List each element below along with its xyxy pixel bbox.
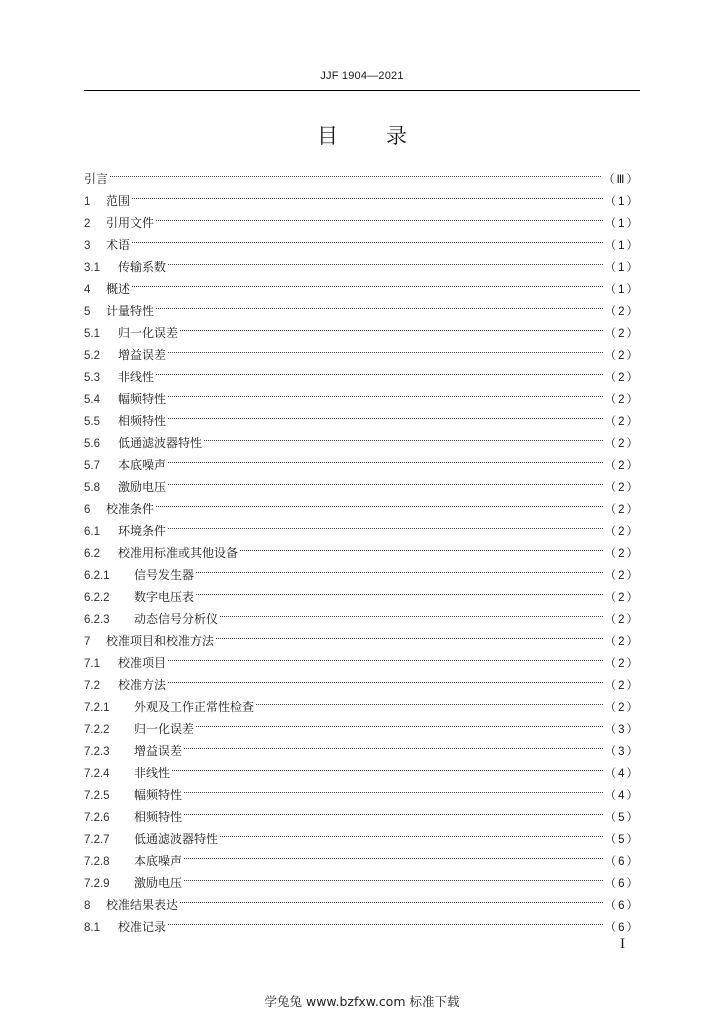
header-rule: [84, 90, 640, 91]
toc-entry-title: 增益误差: [118, 348, 167, 362]
toc-entry-title: 归一化误差: [134, 722, 195, 736]
toc-entry-page: （1）: [604, 262, 640, 274]
toc-leader-dots: [156, 374, 603, 375]
toc-entry-page: （3）: [604, 724, 640, 736]
toc-entry-title: 本底噪声: [118, 458, 167, 472]
toc-entry-number: 7.2.8: [84, 856, 110, 868]
toc-entry-page: （2）: [604, 592, 640, 604]
toc-leader-dots: [132, 198, 603, 199]
page-title: 目录: [317, 124, 455, 148]
toc-entry-number: 6.2: [84, 548, 100, 560]
toc-entry[interactable]: [84, 586, 640, 608]
toc-entry-number: 8.1: [84, 922, 100, 934]
toc-entry[interactable]: [84, 762, 640, 784]
toc-entry[interactable]: [84, 608, 640, 630]
standard-code: JJF 1904—2021: [320, 70, 404, 82]
toc-entry-title: 非线性: [118, 370, 155, 384]
toc-entry-number: 5.1: [84, 328, 100, 340]
toc-entry[interactable]: [84, 498, 640, 520]
toc-entry[interactable]: [84, 894, 640, 916]
toc-leader-dots: [168, 484, 603, 485]
toc-entry[interactable]: [84, 366, 640, 388]
toc-leader-dots: [184, 748, 603, 749]
toc-leader-dots: [132, 242, 603, 243]
toc-entry[interactable]: [84, 542, 640, 564]
toc-entry-number: 6: [84, 504, 91, 516]
toc-entry-title: 低通滤波器特性: [134, 832, 219, 846]
toc-entry-page: （4）: [604, 768, 640, 780]
toc-entry-number: 7.2.6: [84, 812, 110, 824]
toc-entry[interactable]: [84, 718, 640, 740]
toc-entry[interactable]: [84, 190, 640, 212]
toc-entry-number: 3.1: [84, 262, 100, 274]
toc-entry[interactable]: [84, 916, 640, 938]
toc-leader-dots: [184, 792, 603, 793]
toc-leader-dots: [184, 880, 603, 881]
toc-entry-number: 7.2.4: [84, 768, 110, 780]
toc-entry-page: （1）: [604, 240, 640, 252]
toc-leader-dots: [168, 396, 603, 397]
toc-leader-dots: [168, 462, 603, 463]
toc-entry-title: 幅频特性: [134, 788, 183, 802]
toc-leader-dots: [132, 286, 603, 287]
toc-entry-page: （2）: [604, 460, 640, 472]
toc-entry[interactable]: [84, 476, 640, 498]
toc-entry-title: 归一化误差: [118, 326, 179, 340]
toc-entry-title: 动态信号分析仪: [134, 612, 219, 626]
toc-entry-number: 7.2: [84, 680, 100, 692]
toc-entry[interactable]: [84, 432, 640, 454]
toc-entry-page: （1）: [604, 196, 640, 208]
toc-leader-dots: [180, 330, 603, 331]
toc-entry-number: 7.2.3: [84, 746, 110, 758]
toc-leader-dots: [168, 418, 603, 419]
footer-watermark: 学兔兔 www.bzfxw.com 标准下载: [264, 994, 460, 1009]
toc-entry[interactable]: [84, 410, 640, 432]
toc-entry-page: （2）: [604, 658, 640, 670]
toc-entry-number: 5.5: [84, 416, 100, 428]
toc-leader-dots: [172, 770, 603, 771]
toc-entry-number: 4: [84, 284, 91, 296]
toc-entry-number: 5: [84, 306, 91, 318]
toc-entry-page: （2）: [604, 614, 640, 626]
toc-leader-dots: [168, 264, 603, 265]
toc-entry-number: 3: [84, 240, 91, 252]
toc-entry[interactable]: [84, 234, 640, 256]
toc-leader-dots: [216, 638, 603, 639]
toc-leader-dots: [168, 528, 603, 529]
toc-entry-number: 5.8: [84, 482, 100, 494]
toc-entry[interactable]: [84, 168, 640, 190]
toc-entry-number: 5.2: [84, 350, 100, 362]
toc-entry-title: 外观及工作正常性检查: [134, 700, 255, 714]
toc-entry-title: 范围: [106, 194, 131, 208]
toc-entry[interactable]: [84, 454, 640, 476]
toc-entry[interactable]: [84, 872, 640, 894]
toc-entry-title: 低通滤波器特性: [118, 436, 203, 450]
toc-entry-title: 相频特性: [134, 810, 183, 824]
page-number: I: [620, 936, 625, 952]
toc-entry-title: 非线性: [134, 766, 171, 780]
toc-entry-title: 校准记录: [118, 920, 167, 934]
toc-entry-title: 概述: [106, 282, 131, 296]
toc-entry-title: 校准项目: [118, 656, 167, 670]
toc-entry-number: 7.2.7: [84, 834, 110, 846]
toc-entry-number: 6.1: [84, 526, 100, 538]
toc-leader-dots: [168, 924, 603, 925]
toc-entry-page: （2）: [604, 702, 640, 714]
toc-entry[interactable]: [84, 300, 640, 322]
toc-leader-dots: [196, 594, 603, 595]
toc-entry[interactable]: [84, 696, 640, 718]
toc-entry[interactable]: [84, 520, 640, 542]
toc-entry[interactable]: [84, 828, 640, 850]
toc-entry-title: 校准用标准或其他设备: [118, 546, 239, 560]
toc-entry-number: 8: [84, 900, 91, 912]
toc-entry[interactable]: [84, 212, 640, 234]
toc-leader-dots: [196, 572, 603, 573]
table-of-contents: [84, 168, 640, 938]
toc-entry-title: 增益误差: [134, 744, 183, 758]
toc-entry-page: （2）: [604, 526, 640, 538]
toc-leader-dots: [220, 836, 603, 837]
toc-leader-dots: [256, 704, 603, 705]
toc-entry-page: （2）: [604, 636, 640, 648]
toc-entry[interactable]: [84, 388, 640, 410]
toc-leader-dots: [168, 660, 603, 661]
toc-entry-page: （5）: [604, 834, 640, 846]
toc-entry-page: （2）: [604, 548, 640, 560]
toc-entry[interactable]: [84, 256, 640, 278]
toc-entry-number: 5.3: [84, 372, 100, 384]
toc-entry-page: （6）: [604, 856, 640, 868]
toc-entry-title: 激励电压: [134, 876, 183, 890]
toc-leader-dots: [184, 858, 603, 859]
toc-entry-page: （4）: [604, 790, 640, 802]
toc-entry[interactable]: [84, 344, 640, 366]
toc-entry-number: 5.7: [84, 460, 100, 472]
toc-entry-page: （2）: [604, 416, 640, 428]
toc-entry[interactable]: [84, 806, 640, 828]
toc-entry-page: （1）: [604, 284, 640, 296]
toc-leader-dots: [156, 220, 603, 221]
toc-entry-title: 校准结果表达: [106, 898, 179, 912]
toc-entry[interactable]: [84, 652, 640, 674]
toc-entry-page: （2）: [604, 328, 640, 340]
toc-entry-number: 6.2.2: [84, 592, 110, 604]
toc-entry-page: （6）: [604, 922, 640, 934]
toc-entry-title: 传输系数: [118, 260, 167, 274]
toc-entry[interactable]: [84, 784, 640, 806]
toc-entry-page: （3）: [604, 746, 640, 758]
toc-entry-number: 7.2.1: [84, 702, 110, 714]
toc-entry-number: 1: [84, 196, 91, 208]
toc-leader-dots: [168, 352, 603, 353]
toc-entry-number: 5.4: [84, 394, 100, 406]
toc-entry-number: 7.2.2: [84, 724, 110, 736]
toc-leader-dots: [184, 814, 603, 815]
toc-entry-title: 信号发生器: [134, 568, 195, 582]
toc-entry-page: （2）: [604, 394, 640, 406]
toc-leader-dots: [168, 682, 603, 683]
toc-entry-page: （2）: [604, 438, 640, 450]
toc-entry[interactable]: [84, 630, 640, 652]
toc-leader-dots: [204, 440, 603, 441]
toc-entry-page: （2）: [604, 482, 640, 494]
toc-entry-title: 引言: [84, 172, 109, 186]
toc-entry-page: （5）: [604, 812, 640, 824]
toc-leader-dots: [110, 176, 601, 177]
toc-entry-title: 引用文件: [106, 216, 155, 230]
toc-leader-dots: [196, 726, 603, 727]
toc-entry-page: （2）: [604, 372, 640, 384]
toc-entry[interactable]: [84, 740, 640, 762]
toc-leader-dots: [220, 616, 603, 617]
toc-entry-page: （6）: [604, 878, 640, 890]
toc-entry-title: 本底噪声: [134, 854, 183, 868]
toc-entry-number: 7: [84, 636, 91, 648]
toc-entry-number: 6.2.3: [84, 614, 110, 626]
toc-entry-page: （2）: [604, 570, 640, 582]
toc-entry-number: 7.2.9: [84, 878, 110, 890]
toc-entry-number: 6.2.1: [84, 570, 110, 582]
toc-entry-number: 2: [84, 218, 91, 230]
toc-entry[interactable]: [84, 564, 640, 586]
toc-entry-number: 5.6: [84, 438, 100, 450]
toc-entry-page: （6）: [604, 900, 640, 912]
toc-leader-dots: [180, 902, 603, 903]
toc-leader-dots: [240, 550, 603, 551]
toc-entry-title: 计量特性: [106, 304, 155, 318]
toc-entry-page: （2）: [604, 350, 640, 362]
toc-entry-page: （1）: [604, 218, 640, 230]
toc-entry-title: 术语: [106, 238, 131, 252]
toc-leader-dots: [156, 506, 603, 507]
toc-entry[interactable]: [84, 674, 640, 696]
toc-entry-page: （Ⅲ）: [603, 174, 640, 186]
toc-entry[interactable]: [84, 278, 640, 300]
toc-entry-page: （2）: [604, 504, 640, 516]
toc-leader-dots: [156, 308, 603, 309]
toc-entry-title: 相频特性: [118, 414, 167, 428]
toc-entry-title: 校准项目和校准方法: [106, 634, 215, 648]
toc-entry-title: 校准条件: [106, 502, 155, 516]
toc-entry-title: 校准方法: [118, 678, 167, 692]
toc-entry[interactable]: [84, 850, 640, 872]
toc-entry-title: 激励电压: [118, 480, 167, 494]
toc-entry-page: （2）: [604, 306, 640, 318]
toc-entry-title: 环境条件: [118, 524, 167, 538]
toc-entry-number: 7.2.5: [84, 790, 110, 802]
toc-entry-number: 7.1: [84, 658, 100, 670]
toc-entry[interactable]: [84, 322, 640, 344]
toc-entry-page: （2）: [604, 680, 640, 692]
toc-entry-title: 幅频特性: [118, 392, 167, 406]
toc-entry-title: 数字电压表: [134, 590, 195, 604]
